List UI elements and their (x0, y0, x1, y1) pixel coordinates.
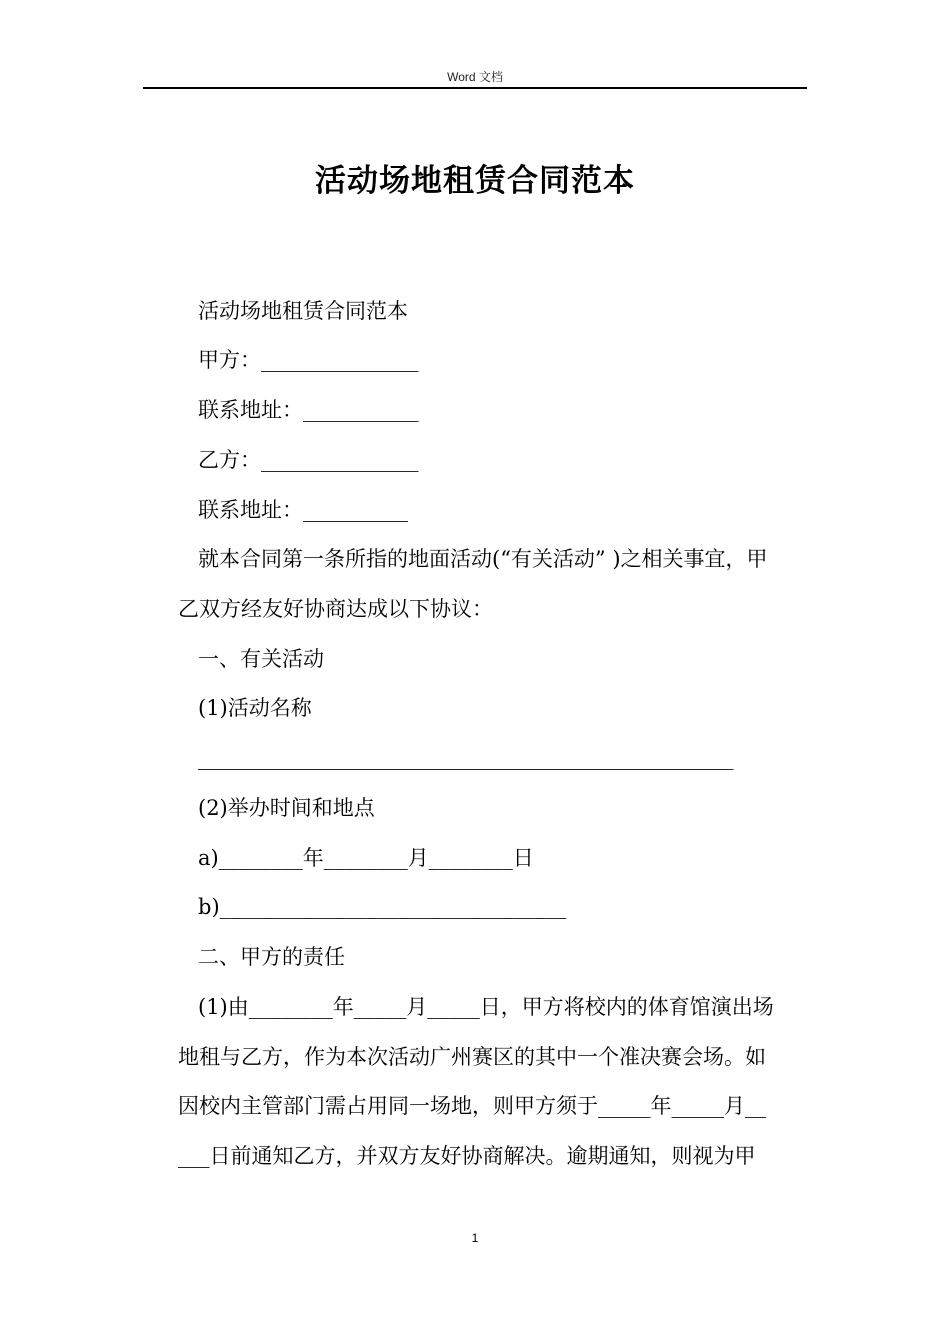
section-heading-1: 一、有关活动 (198, 647, 324, 671)
header-divider (143, 87, 807, 89)
body-line-event-name-blank: ___________________________________________________ (198, 746, 734, 770)
body-line-clause-2: 地租与乙方，作为本次活动广州赛区的其中一个准决赛会场。如 (178, 1045, 766, 1069)
page-header-text: Word 文档 (447, 70, 503, 84)
body-line-clause-3: 因校内主管部门需占用同一场地，则甲方须于_____年_____月__ (178, 1094, 766, 1118)
body-line-address-a: 联系地址：___________ (198, 398, 419, 422)
body-line-event-name: (1)活动名称 (198, 696, 312, 720)
body-line-subtitle: 活动场地租赁合同范本 (198, 299, 408, 323)
body-line-place-blank: b)_________________________________ (198, 895, 567, 919)
page-number: 1 (471, 1231, 479, 1245)
body-line-time-place: (2)举办时间和地点 (198, 796, 375, 820)
section-heading-2: 二、甲方的责任 (198, 945, 345, 969)
document-title: 活动场地租赁合同范本 (315, 163, 635, 199)
body-line-party-a: 甲方：_______________ (198, 348, 419, 372)
body-line-clause-1: (1)由________年_____月_____日，甲方将校内的体育馆演出场 (198, 995, 774, 1019)
body-line-address-b: 联系地址：__________ (198, 498, 408, 522)
body-line-clause-4: ___日前通知乙方，并双方友好协商解决。逾期通知，则视为甲 (178, 1144, 756, 1168)
body-line-party-b: 乙方：_______________ (198, 448, 419, 472)
body-line-date-blank: a)________年________月________日 (198, 846, 534, 870)
body-line-preamble-2: 乙双方经友好协商达成以下协议： (178, 597, 493, 621)
body-line-preamble-1: 就本合同第一条所指的地面活动(“有关活动” )之相关事宜，甲 (198, 547, 768, 571)
